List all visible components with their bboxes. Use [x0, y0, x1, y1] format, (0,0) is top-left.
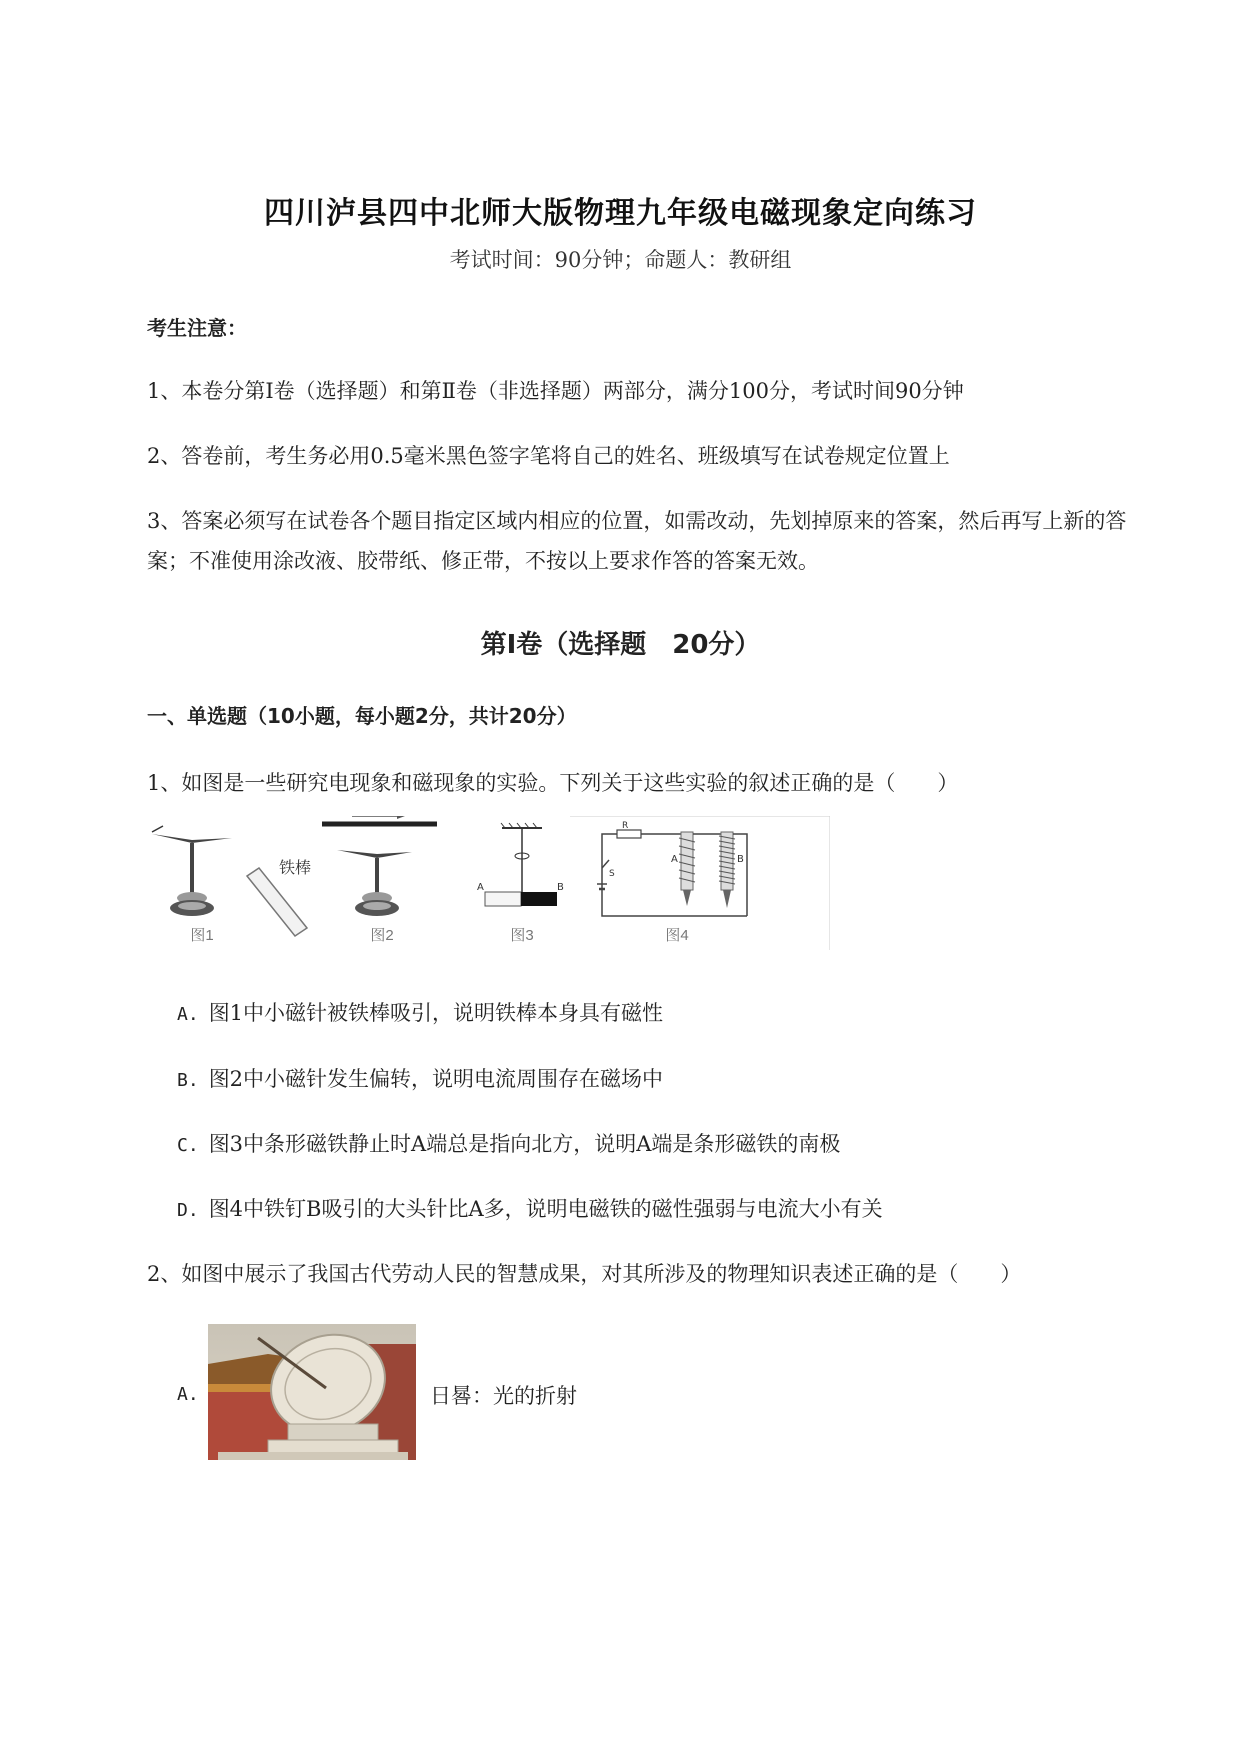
- section-title: 第Ⅰ卷（选择题 20分）: [480, 630, 761, 660]
- q1-option-a[interactable]: [177, 997, 663, 1027]
- subsection-title: 一、单选题（10小题，每小题2分，共计20分）: [147, 704, 577, 728]
- q1-option-c-text: 图3中条形磁铁静止时A端总是指向北方，说明A端是条形磁铁的南极: [208, 1132, 841, 1156]
- q1-option-b[interactable]: [177, 1063, 663, 1093]
- notice-item-2: 2、答卷前，考生务必用0.5毫米黑色签字笔将自己的姓名、班级填写在试卷规定位置上: [147, 444, 950, 468]
- fig4-caption: 图4: [665, 927, 689, 944]
- fig1-iron-bar-label: 铁棒: [279, 858, 312, 877]
- q2-option-a-letter: A.: [177, 1384, 199, 1405]
- fig3-caption: 图3: [510, 927, 534, 944]
- notice-heading: 考生注意：: [147, 316, 247, 340]
- q1-option-d-text: 图4中铁钉B吸引的大头针比A多，说明电磁铁的磁性强弱与电流大小有关: [208, 1197, 883, 1221]
- q1-option-c-letter: C.: [177, 1135, 199, 1156]
- fig2-caption: 图2: [370, 927, 394, 944]
- fig3-label-b: B: [557, 882, 564, 893]
- q1-option-a-letter: A.: [177, 1004, 199, 1025]
- experiment-figure: [147, 816, 830, 950]
- question-1-stem: 1、如图是一些研究电现象和磁现象的实验。下列关于这些实验的叙述正确的是（ ）: [147, 771, 959, 795]
- fig3-label-a: A: [477, 882, 484, 893]
- notice-item-3: 3、答案必须写在试卷各个题目指定区域内相应的位置，如需改动，先划掉原来的答案，然后再写上新的答案；不准使用涂改液、胶带纸、修正带，不按以上要求作答的答案无效。: [147, 509, 1127, 573]
- q2-option-a-text: 日晷：光的折射: [430, 1384, 577, 1408]
- question-2-stem: 2、如图中展示了我国古代劳动人民的智慧成果，对其所涉及的物理知识表述正确的是（ ）: [147, 1262, 1022, 1286]
- q1-option-c[interactable]: [177, 1128, 840, 1158]
- q1-option-a-text: 图1中小磁针被铁棒吸引，说明铁棒本身具有磁性: [208, 1001, 664, 1025]
- fig4-label-r: R: [622, 821, 629, 831]
- q1-option-d-letter: D.: [177, 1200, 199, 1221]
- notice-item-1: 1、本卷分第Ⅰ卷（选择题）和第Ⅱ卷（非选择题）两部分，满分100分，考试时间90分钟: [147, 379, 964, 403]
- exam-subtitle: 考试时间：90分钟；命题人：教研组: [449, 248, 792, 272]
- exam-title: 四川泸县四中北师大版物理九年级电磁现象定向练习: [264, 196, 977, 231]
- q1-option-d[interactable]: [177, 1193, 883, 1223]
- fig4-label-b: B: [737, 854, 744, 865]
- fig4-label-a: A: [671, 854, 678, 865]
- fig4-label-s: S: [609, 869, 615, 879]
- q1-option-b-text: 图2中小磁针发生偏转，说明电流周围存在磁场中: [208, 1067, 664, 1091]
- q1-option-b-letter: B.: [177, 1070, 199, 1091]
- sundial-image[interactable]: [208, 1324, 416, 1460]
- fig1-caption: 图1: [190, 927, 214, 944]
